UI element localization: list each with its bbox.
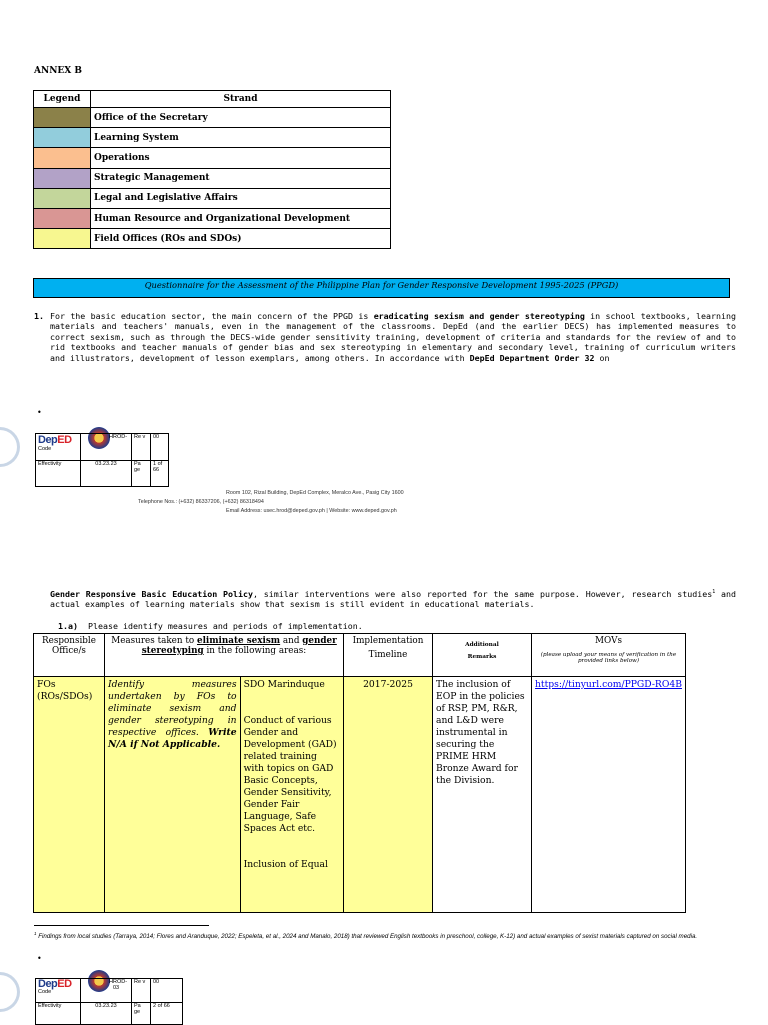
header-movs-note: (please upload your means of verification in the provided links below) [540, 652, 677, 664]
page-label: Pa ge [132, 1003, 151, 1025]
paragraph-number: 1. [34, 311, 44, 321]
logo-arc [0, 972, 20, 1012]
footnote-text: Findings from local studies (Tarraya, 2014; Flores and Aranduque, 2022; Espeleta, et al., 2024 and Manalo, 2018) that reviewed English textbooks in preschool, college, K-12) and actual examples of sexist materials captured on social media. [36, 933, 698, 941]
paragraph-emphasis: eradicating sexism and gender stereotyping [373, 311, 585, 321]
page-value: 2 of 66 [151, 1003, 183, 1025]
legend-row [34, 128, 391, 148]
header-movs-title: MOVs [595, 636, 622, 646]
sdo-name: SDO Marinduque [243, 679, 325, 690]
logo-ed-text: ED [57, 434, 72, 446]
paragraph-text: and actual examples of learning materials show that sexism is still evident in educational materials. [50, 588, 736, 610]
header-timeline [344, 634, 433, 677]
legend-swatch [34, 108, 91, 128]
header-measures-text: in the following areas: [203, 646, 307, 656]
question-text: Please identify measures and periods of implementation. [87, 621, 363, 631]
header-measures [105, 634, 344, 677]
header-measures-text: Measures taken to [111, 636, 197, 646]
effectivity-value: 03.23.23 [81, 1003, 132, 1025]
header-measures-underlined: eliminate sexism [196, 636, 281, 646]
code-cell [36, 979, 81, 1003]
logo-dep-text: Dep [38, 434, 58, 446]
footnote-divider [34, 925, 209, 926]
code-value: HROD- [109, 979, 128, 985]
office-email: Email Address: usec.hrod@deped.gov.ph | Website: www.deped.gov.ph [226, 508, 397, 514]
header-remarks [433, 634, 532, 677]
question-1a [58, 621, 363, 631]
legend-row [34, 208, 391, 228]
table-header-row [34, 634, 686, 677]
strand-label: Legal and Legislative Affairs [91, 188, 391, 208]
effectivity-value: 03.23.23 [81, 461, 132, 487]
code-value-2: 03 [113, 985, 120, 991]
logo-arc [0, 427, 20, 467]
legend-swatch [34, 188, 91, 208]
code-value-cell [81, 979, 132, 1003]
legend-swatch [34, 128, 91, 148]
strand-label: Learning System [91, 128, 391, 148]
code-cell [36, 434, 81, 461]
strand-label: Operations [91, 148, 391, 168]
legend-row [34, 229, 391, 249]
effectivity-label: Effectivity [36, 1003, 81, 1025]
code-label: Code [38, 446, 52, 452]
mov-link[interactable]: https://tinyurl.com/PPGD-RO4B [535, 679, 682, 690]
legend-row [34, 168, 391, 188]
footnote-ref[interactable]: 1 [712, 589, 716, 595]
header-measures-underlined: gender stereotyping [141, 636, 337, 656]
paragraph-2 [50, 587, 736, 610]
paragraph-text: on [594, 352, 610, 363]
legend-swatch [34, 208, 91, 228]
footnote [34, 929, 734, 941]
code-value-cell [81, 434, 132, 461]
legend-row [34, 188, 391, 208]
legend-row [34, 108, 391, 128]
cell-office[interactable]: FOs (ROs/SDOs) [34, 677, 105, 913]
paragraph-text: , similar interventions were also reported for the same purpose. However, research studies [253, 588, 713, 599]
legend-row [34, 148, 391, 168]
code-value: HROD- [109, 434, 128, 440]
paragraph-1 [34, 311, 736, 363]
bullet-dot: • [37, 954, 42, 963]
legend-header: Legend [34, 91, 91, 108]
page-value: 1 of 66 [151, 461, 169, 487]
legend-swatch [34, 168, 91, 188]
strand-label: Strategic Management [91, 168, 391, 188]
legend-swatch [34, 229, 91, 249]
office-telephone: Telephone Nos.: (+632) 86337206, (+632) 86318494 [138, 499, 264, 505]
footnote-number: 1 [34, 931, 37, 936]
cell-instruction[interactable] [105, 677, 241, 913]
question-number: 1.a) [58, 621, 78, 631]
header-timeline-line1: Implementation [352, 636, 424, 646]
cell-measures[interactable] [240, 677, 343, 913]
header-measures-text: and [280, 636, 303, 646]
cell-movs[interactable] [532, 677, 686, 913]
rev-value: 00 [151, 979, 183, 1003]
bullet-dot: • [37, 408, 42, 417]
cell-timeline[interactable]: 2017-2025 [344, 677, 433, 913]
strand-label: Field Offices (ROs and SDOs) [91, 229, 391, 249]
paragraph-text: in school textbooks, learning materials and teachers' manuals, even in the management of the classrooms. DepEd (and the earlier DECS) has implemented measures to correct sexism, such as through the DECS-wide gender sensitivity training, development of criteria and standards for the review of and to rid textbooks and teacher manuals of gender bias and sex stereotyping in elementary and secondary level, training of curriculum writers and illustrators, development of lesson exemplars, among others. In accordance with [50, 311, 736, 363]
logo-dep-text: Dep [38, 978, 58, 990]
rev-label: Re v [132, 434, 151, 461]
questionnaire-title: Questionnaire for the Assessment of the Philippine Plan for Gender Responsive Development 1995-2025 (PPGD) [144, 280, 619, 290]
strand-label: Human Resource and Organizational Development [91, 208, 391, 228]
paragraph-emphasis: DepEd Department Order 32 [469, 352, 595, 363]
logo-ed-text: ED [57, 978, 72, 990]
document-control-table [35, 978, 183, 1025]
paragraph-text: For the basic education sector, the main concern of the PPGD is [50, 311, 374, 321]
header-responsible: Responsible Office/s [34, 634, 105, 677]
strand-label: Office of the Secretary [91, 108, 391, 128]
rev-label: Re v [132, 979, 151, 1003]
instruction-bold: Write N/A if Not Applicable. [108, 727, 237, 750]
measure-item: Conduct of various Gender and Development (GAD) related training with topics on GAD Basic Concepts, Gender Sensitivity, Gender Fair Language, Safe Spaces Act etc. [243, 715, 337, 834]
table-row [34, 677, 686, 913]
document-control-table [35, 433, 169, 487]
annex-title: ANNEX B [34, 66, 83, 76]
instruction-text: Identify measures undertaken by FOs to eliminate sexism and gender stereotyping in respective offices. [108, 679, 237, 738]
rev-value: 00 [151, 434, 169, 461]
page-label: Pa ge [132, 461, 151, 487]
measures-table [33, 633, 686, 913]
office-address: Room 102, Rizal Building, DepEd Complex, Meralco Ave., Pasig City 1600 [226, 490, 404, 496]
cell-remarks[interactable]: The inclusion of EOP in the policies of RSP, PM, R&R, and L&D were instrumental in securing the PRIME HRM Bronze Award for the Division. [433, 677, 532, 913]
legend-table [33, 90, 391, 249]
effectivity-label: Effectivity [36, 461, 81, 487]
code-label: Code [38, 989, 52, 995]
header-timeline-line2: Timeline [368, 650, 408, 660]
strand-header: Strand [91, 91, 391, 108]
header-movs [532, 634, 686, 677]
questionnaire-title-bar [33, 278, 730, 298]
paragraph-emphasis: Gender Responsive Basic Education Policy [50, 588, 254, 599]
legend-swatch [34, 148, 91, 168]
measure-item: Inclusion of Equal [243, 859, 328, 870]
header-remarks-line2: Remarks [467, 654, 497, 660]
header-remarks-line1: Additional [465, 642, 499, 648]
